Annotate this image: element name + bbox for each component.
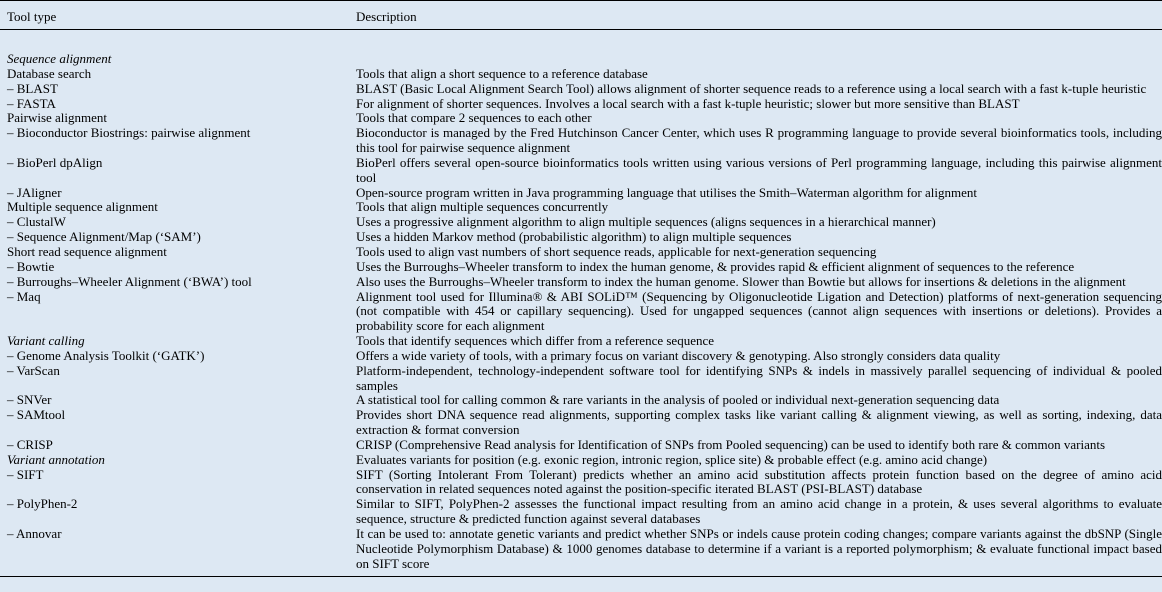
table-row: [0, 82, 1162, 97]
tool-type-cell: – SIFT: [7, 466, 44, 482]
table-row: [0, 393, 1162, 408]
tool-type-cell: Variant calling: [7, 333, 85, 349]
table-row: [0, 215, 1162, 230]
header-tool-type: Tool type: [0, 1, 356, 30]
tool-type-cell: – SNVer: [7, 392, 52, 408]
tool-type-cell: Database search: [7, 65, 92, 81]
tool-type-cell: – SAMtool: [7, 407, 66, 423]
tool-type-cell: – Maq: [7, 288, 41, 304]
table-body: [0, 30, 1162, 577]
description-cell: A statistical tool for calling common & rare variants in the analysis of pooled or individual next-generation sequencing data: [356, 392, 1000, 408]
tool-type-cell: – Bioconductor Biostrings: pairwise alignment: [7, 125, 251, 141]
description-cell: Uses a progressive alignment algorithm to align multiple sequences (aligns sequences in a hierarchical manner): [356, 214, 936, 230]
table-row: [0, 186, 1162, 201]
description-cell: It can be used to: annotate genetic variants and predict whether SNPs or indels cause protein coding changes; compare variants against the dbSNP (Single Nucleotide Polymorphism Database) & 1000 genomes database to determine if a variant is a reported polymorphism; & evaluate functional impact based on SIFT score: [356, 527, 1162, 576]
tool-type-cell: – Bowtie: [7, 258, 55, 274]
tool-type-cell: – CRISP: [7, 436, 53, 452]
tool-type-cell: – VarScan: [7, 362, 60, 378]
description-cell: [356, 52, 1162, 67]
tool-type-cell: – BioPerl dpAlign: [7, 154, 103, 170]
description-cell: Alignment tool used for Illumina® & ABI SOLiD™ (Sequencing by Oligonucleotide Ligation and Detection) platforms of next-generation sequencing (not compatible with 454 or capillary sequencing). Used for ungapped sequences (cannot align sequences with insertions or deletions). Provides a probability score for each alignment: [356, 288, 1162, 334]
tool-type-cell: Short read sequence alignment: [7, 243, 167, 259]
table-row: [0, 408, 1162, 438]
description-cell: Uses a hidden Markov method (probabilistic algorithm) to align multiple sequences: [356, 229, 792, 245]
tool-type-cell: – FASTA: [7, 95, 56, 111]
table-row: [0, 52, 1162, 67]
table-row: [0, 111, 1162, 126]
tool-type-cell: – PolyPhen-2: [7, 496, 78, 512]
tool-type-cell: – Annovar: [0, 527, 356, 576]
tool-type-cell: Multiple sequence alignment: [7, 199, 158, 215]
table-row: [0, 245, 1162, 260]
table-row: [0, 230, 1162, 245]
table-row: [0, 275, 1162, 290]
description-cell: Uses the Burroughs–Wheeler transform to index the human genome, & provides rapid & efficient alignment of sequences to the reference: [356, 258, 1075, 274]
table-row: [0, 453, 1162, 468]
description-cell: Offers a wide variety of tools, with a primary focus on variant discovery & genotyping. Also strongly considers data quality: [356, 347, 1001, 363]
table-header-row: [0, 1, 1162, 30]
spacer-row: [0, 30, 1162, 53]
description-cell: CRISP (Comprehensive Read analysis for Identification of SNPs from Pooled sequencing) can be used to identify both rare & common variants: [356, 436, 1106, 452]
tool-type-cell: Variant annotation: [7, 451, 105, 467]
table-row: [0, 97, 1162, 112]
table-row: [0, 497, 1162, 527]
table-row: [0, 260, 1162, 275]
description-cell: Tools that align a short sequence to a reference database: [356, 65, 648, 81]
description-cell: Tools that compare 2 sequences to each other: [356, 110, 592, 126]
table-row: [0, 290, 1162, 335]
table-row: [0, 527, 1162, 576]
tool-type-cell: – BLAST: [7, 80, 58, 96]
table-row: [0, 156, 1162, 186]
table-row: [0, 364, 1162, 394]
tool-type-cell: – Genome Analysis Toolkit (‘GATK’): [7, 347, 205, 363]
description-cell: Provides short DNA sequence read alignments, supporting complex tasks like variant calling & alignment viewing, as well as sorting, indexing, data extraction & format conversion: [356, 407, 1162, 438]
table-row: [0, 200, 1162, 215]
table-row: [0, 334, 1162, 349]
table-row: [0, 67, 1162, 82]
description-cell: Platform-independent, technology-independent software tool for identifying SNPs & indels in massively parallel sequencing of individual & pooled samples: [356, 362, 1162, 393]
tool-type-cell: Pairwise alignment: [7, 110, 108, 126]
description-cell: Open-source program written in Java programming language that utilises the Smith–Waterman algorithm for alignment: [356, 184, 977, 200]
description-cell: SIFT (Sorting Intolerant From Tolerant) predicts whether an amino acid substitution affects protein function based on the degree of amino acid conservation in related sequences noted against the position-specific iterated BLAST (PSI-BLAST) database: [356, 466, 1162, 497]
tool-type-cell: – ClustalW: [7, 214, 66, 230]
description-cell: Tools that align multiple sequences concurrently: [356, 199, 609, 215]
description-cell: BioPerl offers several open-source bioinformatics tools written using various versions of Perl programming language, including this pairwise alignment tool: [356, 154, 1162, 185]
description-cell: Tools that identify sequences which differ from a reference sequence: [356, 333, 715, 349]
description-cell: For alignment of shorter sequences. Involves a local search with a fast k-tuple heuristic; slower but more sensitive than BLAST: [356, 95, 1020, 111]
description-cell: Tools used to align vast numbers of short sequence reads, applicable for next-generation sequencing: [356, 243, 877, 259]
table-row: [0, 126, 1162, 156]
description-cell: Similar to SIFT, PolyPhen-2 assesses the functional impact resulting from an amino acid change in a protein, & uses several algorithms to evaluate sequence, structure & predicted function against several databases: [356, 496, 1162, 527]
tool-type-cell: – Burroughs–Wheeler Alignment (‘BWA’) tool: [7, 273, 252, 289]
header-description: Description: [356, 1, 1162, 30]
tool-type-cell: – Sequence Alignment/Map (‘SAM’): [7, 229, 201, 245]
description-cell: Also uses the Burroughs–Wheeler transform to index the human genome. Slower than Bowtie but allows for insertions & deletions in the alignment: [356, 273, 1126, 289]
tool-type-cell: – JAligner: [7, 184, 62, 200]
table-row: [0, 468, 1162, 498]
description-cell: Evaluates variants for position (e.g. exonic region, intronic region, splice site) & probable effect (e.g. amino acid change): [356, 451, 988, 467]
description-cell: Bioconductor is managed by the Fred Hutchinson Cancer Center, which uses R programming language to provide several bioinformatics tools, including this tool for pairwise sequence alignment: [356, 125, 1162, 156]
description-cell: BLAST (Basic Local Alignment Search Tool) allows alignment of shorter sequence reads to a reference using a local search with a fast k-tuple heuristic: [356, 80, 1147, 96]
table-row: [0, 438, 1162, 453]
table-row: [0, 349, 1162, 364]
tool-type-cell: Sequence alignment: [7, 51, 112, 66]
